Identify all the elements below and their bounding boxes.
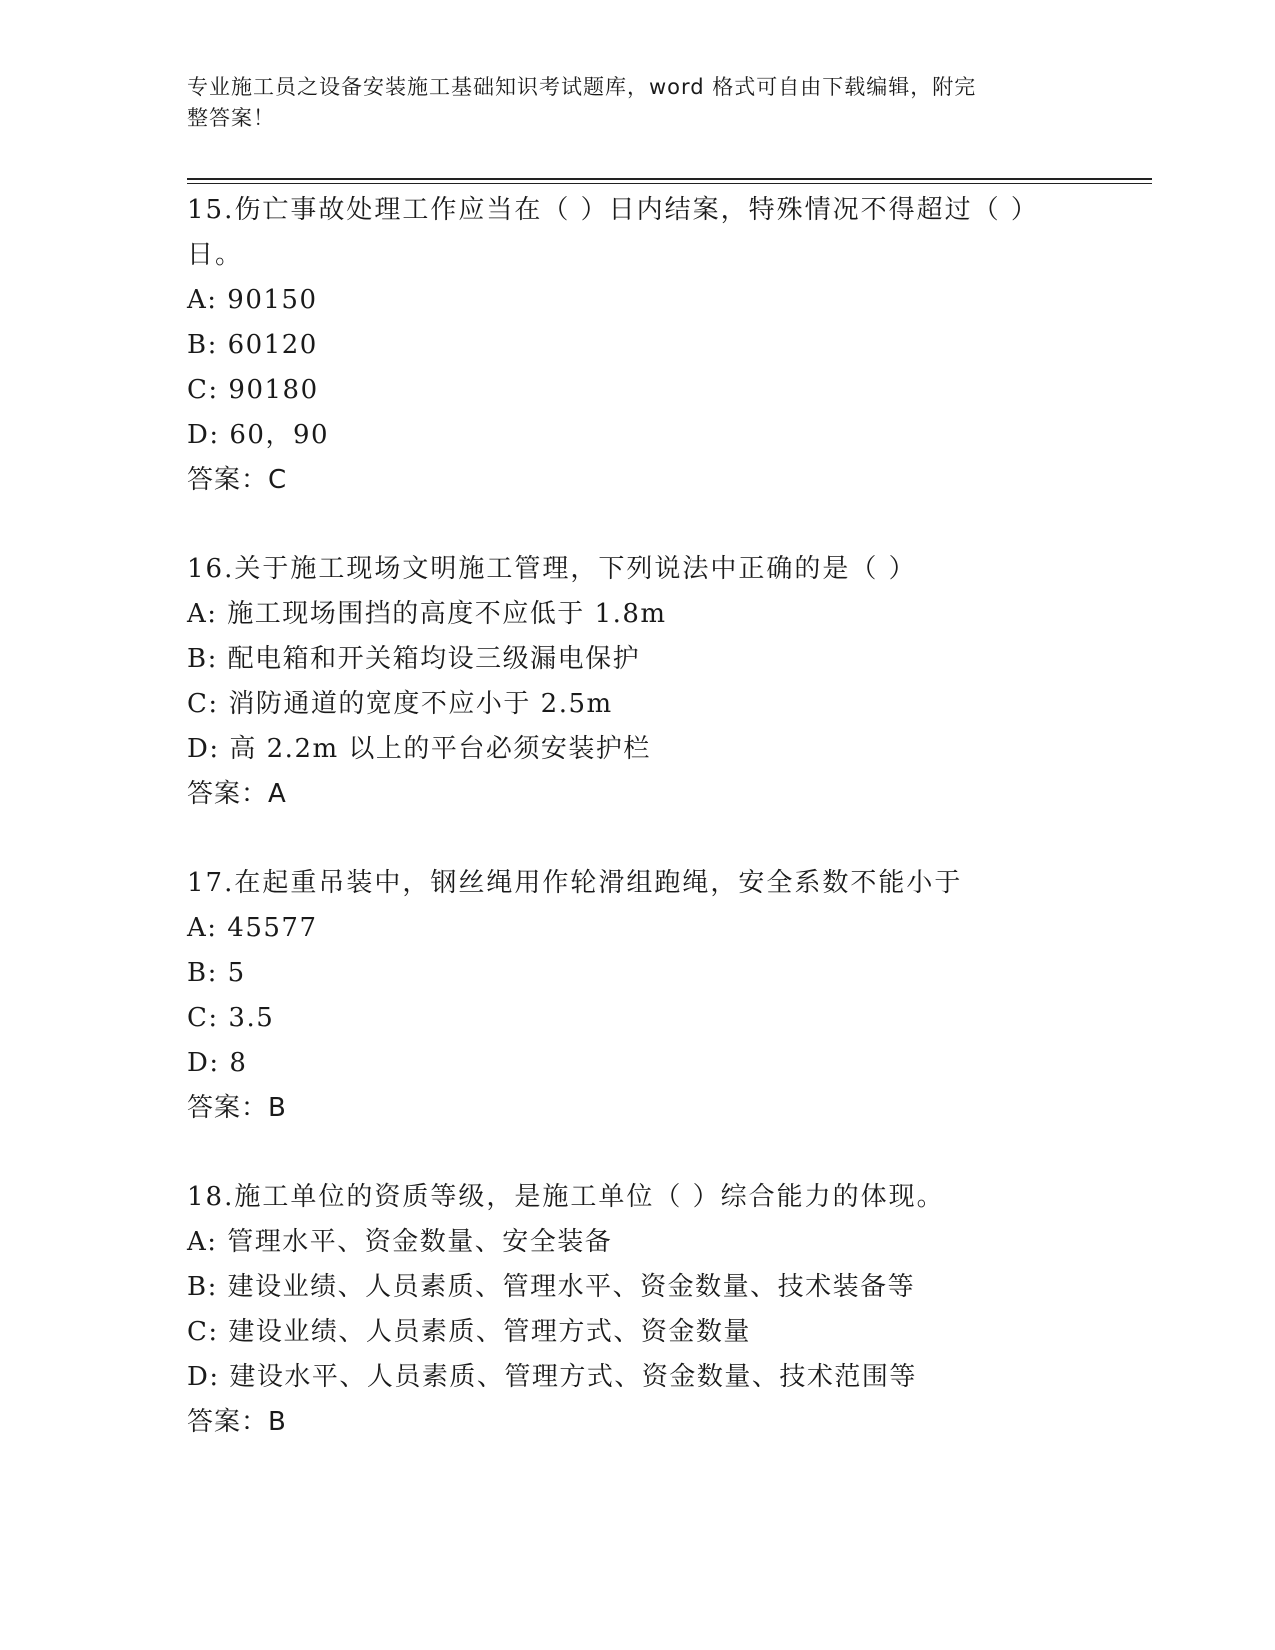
question-title: 15.伤亡事故处理工作应当在（ ）日内结案，特殊情况不得超过（ ） bbox=[187, 195, 1039, 225]
option-d: D: 60，90 bbox=[187, 420, 330, 450]
option-c: C: 建设业绩、人员素质、管理方式、资金数量 bbox=[187, 1317, 751, 1347]
option-a: A: 90150 bbox=[187, 285, 318, 315]
answer: 答案：B bbox=[187, 1093, 287, 1123]
option-b: B: 5 bbox=[187, 958, 246, 988]
question-16 bbox=[187, 547, 1087, 817]
header-line-1: 专业施工员之设备安装施工基础知识考试题库，word 格式可自由下载编辑，附完 bbox=[187, 75, 977, 99]
question-title: 18.施工单位的资质等级，是施工单位（ ）综合能力的体现。 bbox=[187, 1182, 945, 1212]
option-c: C: 3.5 bbox=[187, 1003, 275, 1033]
option-a: A: 施工现场围挡的高度不应低于 1.8m bbox=[187, 599, 667, 629]
header-divider-thick bbox=[187, 178, 1152, 180]
question-title: 16.关于施工现场文明施工管理，下列说法中正确的是（ ） bbox=[187, 554, 917, 584]
question-18 bbox=[187, 1175, 1087, 1445]
option-a: A: 45577 bbox=[187, 913, 318, 943]
option-b: B: 配电箱和开关箱均设三级漏电保护 bbox=[187, 644, 641, 674]
question-17 bbox=[187, 861, 1087, 1131]
option-c: C: 消防通道的宽度不应小于 2.5m bbox=[187, 689, 613, 719]
option-c: C: 90180 bbox=[187, 375, 319, 405]
answer: 答案：A bbox=[187, 779, 287, 809]
option-d: D: 高 2.2m 以上的平台必须安装护栏 bbox=[187, 734, 651, 764]
question-title-continued: 日。 bbox=[187, 240, 244, 270]
header-divider-thin bbox=[187, 183, 1152, 184]
question-list bbox=[187, 188, 1087, 1489]
option-d: D: 建设水平、人员素质、管理方式、资金数量、技术范围等 bbox=[187, 1362, 917, 1392]
answer: 答案：B bbox=[187, 1407, 287, 1437]
option-a: A: 管理水平、资金数量、安全装备 bbox=[187, 1227, 613, 1257]
option-b: B: 60120 bbox=[187, 330, 318, 360]
question-15 bbox=[187, 188, 1087, 503]
answer: 答案：C bbox=[187, 465, 288, 495]
header-line-2: 整答案！ bbox=[187, 106, 275, 130]
option-d: D: 8 bbox=[187, 1048, 248, 1078]
document-header bbox=[187, 72, 1067, 134]
question-title: 17.在起重吊装中，钢丝绳用作轮滑组跑绳，安全系数不能小于 bbox=[187, 868, 963, 898]
option-b: B: 建设业绩、人员素质、管理水平、资金数量、技术装备等 bbox=[187, 1272, 916, 1302]
